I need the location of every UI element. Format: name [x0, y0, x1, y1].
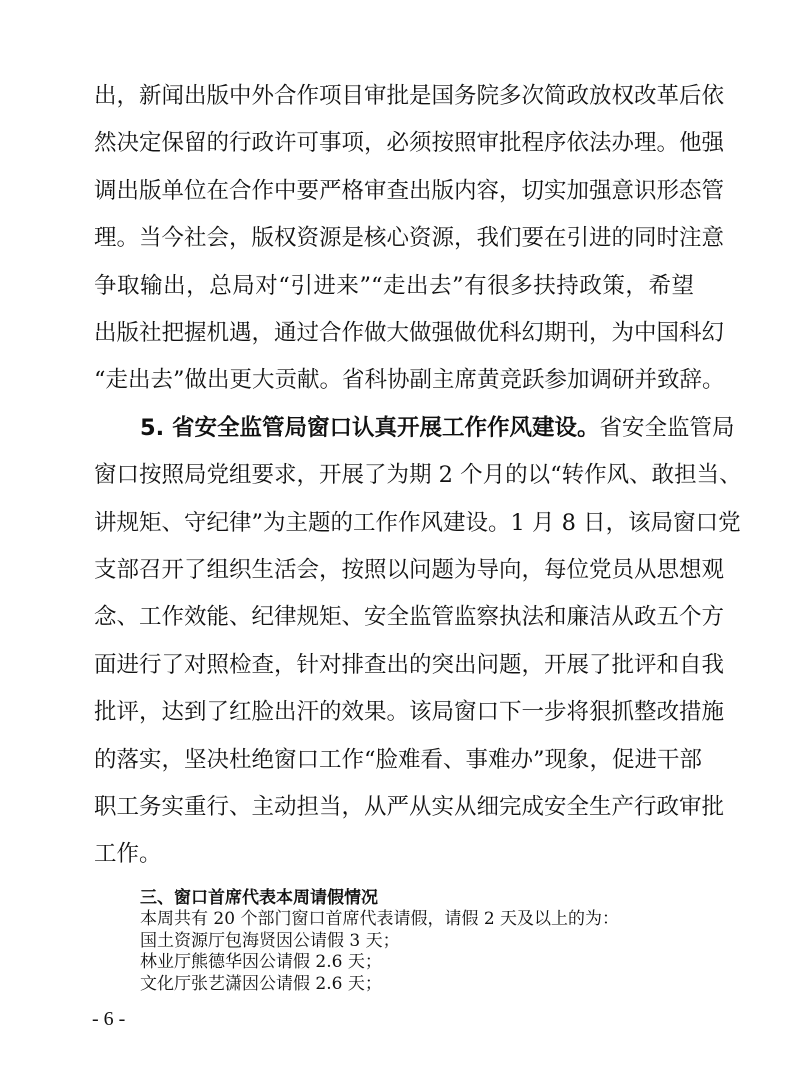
- section3-line: 文化厅张艺潇因公请假 2.6 天；: [140, 974, 382, 994]
- paragraph-line: 工作。: [94, 841, 162, 867]
- paragraph-line: “走出去”做出更大贡献。省科协副主席黄竞跃参加调研并致辞。: [94, 367, 725, 393]
- paragraph-line: 讲规矩、守纪律”为主题的工作作风建设。1 月 8 日，该局窗口党: [94, 510, 741, 536]
- section3-line: 本周共有 20 个部门窗口首席代表请假，请假 2 天及以上的为：: [140, 909, 620, 929]
- paragraph-line: 念、工作效能、纪律规矩、安全监管监察执法和廉洁从政五个方: [94, 604, 725, 630]
- paragraph-line: 调出版单位在合作中要严格审查出版内容，切实加强意识形态管: [94, 178, 725, 204]
- section3-line: 林业厅熊德华因公请假 2.6 天；: [140, 952, 382, 972]
- paragraph-line: 争取输出，总局对“引进来”“走出去”有很多扶持政策，希望: [94, 273, 694, 299]
- section3-heading: 三、窗口首席代表本周请假情况: [140, 888, 378, 908]
- paragraph-line: 批评，达到了红脸出汗的效果。该局窗口下一步将狠抓整改措施: [94, 699, 725, 725]
- paragraph-line: 理。当今社会，版权资源是核心资源，我们要在引进的同时注意: [94, 225, 725, 251]
- paragraph-line: 支部召开了组织生活会，按照以问题为导向，每位党员从思想观: [94, 557, 725, 583]
- page-number: - 6 -: [92, 1008, 126, 1030]
- section3-line: 国土资源厅包海贤因公请假 3 天；: [140, 931, 400, 951]
- paragraph-line: 然决定保留的行政许可事项，必须按照审批程序依法办理。他强: [94, 130, 725, 156]
- section5-first-line-rest: 省安全监管局: [599, 415, 735, 441]
- paragraph-line: 出版社把握机遇，通过合作做大做强做优科幻期刊，为中国科幻: [94, 320, 725, 346]
- section5-first-line: [140, 414, 735, 442]
- paragraph-line: 职工务实重行、主动担当，从严从实从细完成安全生产行政审批: [94, 794, 725, 820]
- paragraph-line: 出，新闻出版中外合作项目审批是国务院多次简政放权改革后依: [94, 83, 725, 109]
- paragraph-line: 面进行了对照检查，针对排查出的突出问题，开展了批评和自我: [94, 652, 725, 678]
- paragraph-line: 的落实，坚决杜绝窗口工作“脸难看、事难办”现象，促进干部: [94, 747, 703, 773]
- paragraph-line: 窗口按照局党组要求，开展了为期 2 个月的以“转作风、敢担当、: [94, 462, 742, 488]
- section5-heading: 5. 省安全监管局窗口认真开展工作作风建设。: [140, 415, 600, 441]
